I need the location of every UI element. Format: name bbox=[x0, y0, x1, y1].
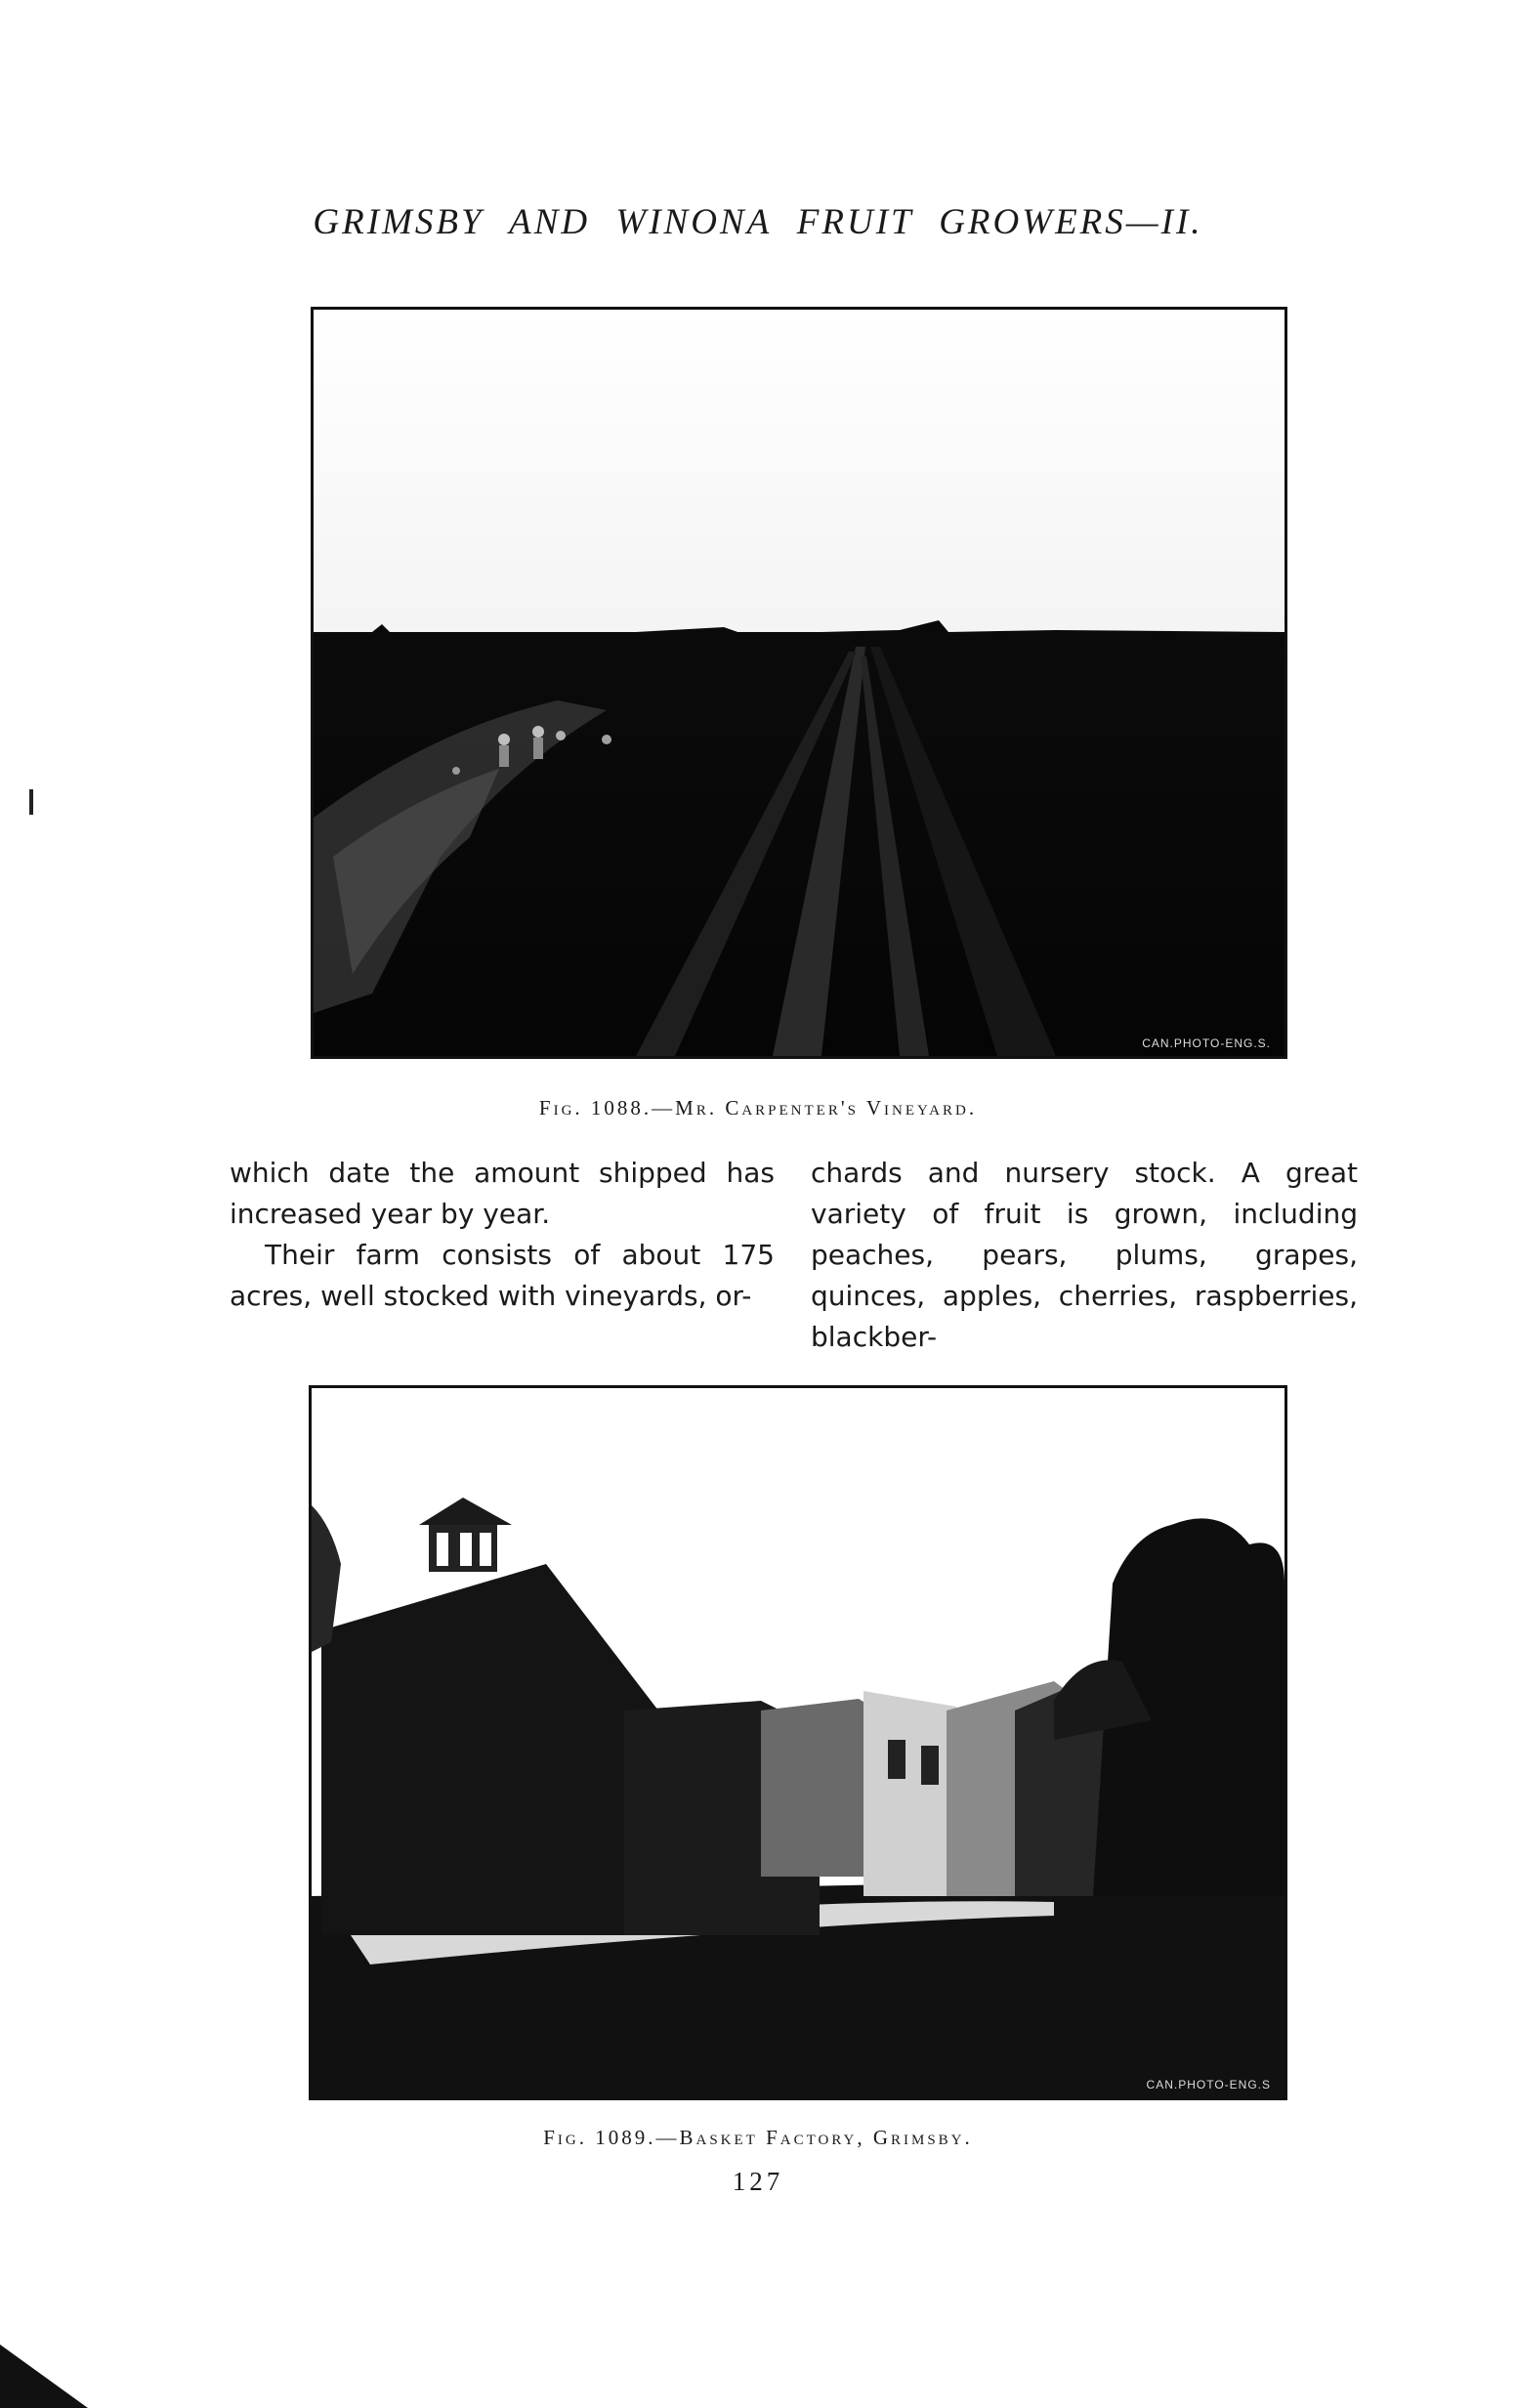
paragraph: Their farm consists of about 175 acres, well stocked with vineyards, or- bbox=[230, 1239, 775, 1312]
figure-caption: Fig. 1088.—Mr. Carpenter's Vineyard. bbox=[538, 1096, 978, 1120]
corner-shadow bbox=[0, 2305, 107, 2408]
text-column-left bbox=[230, 1153, 775, 1317]
basket-factory-photo bbox=[309, 1385, 1287, 2100]
text-column-right bbox=[811, 1153, 1358, 1358]
photo-credit: CAN.PHOTO-ENG.S bbox=[1146, 2078, 1271, 2091]
vineyard-photo bbox=[311, 307, 1287, 1059]
paragraph: chards and nursery stock. A great variety of fruit is grown, including peaches, pears, plums, grapes, quinces, apples, cherries, raspberries, blackber- bbox=[811, 1157, 1358, 1353]
photo-credit: CAN.PHOTO-ENG.S. bbox=[1142, 1036, 1271, 1050]
basket-factory-photo-image bbox=[312, 1388, 1284, 2097]
figure-caption: Fig. 1089.—Basket Factory, Grimsby. bbox=[543, 2126, 973, 2149]
margin-mark bbox=[29, 789, 33, 815]
running-head: GRIMSBY AND WINONA FRUIT GROWERS—II. bbox=[313, 202, 1203, 242]
paragraph: which date the amount shipped has increased year by year. bbox=[230, 1157, 775, 1230]
vineyard-photo-image bbox=[314, 310, 1284, 1056]
page-number: 127 bbox=[732, 2167, 784, 2196]
